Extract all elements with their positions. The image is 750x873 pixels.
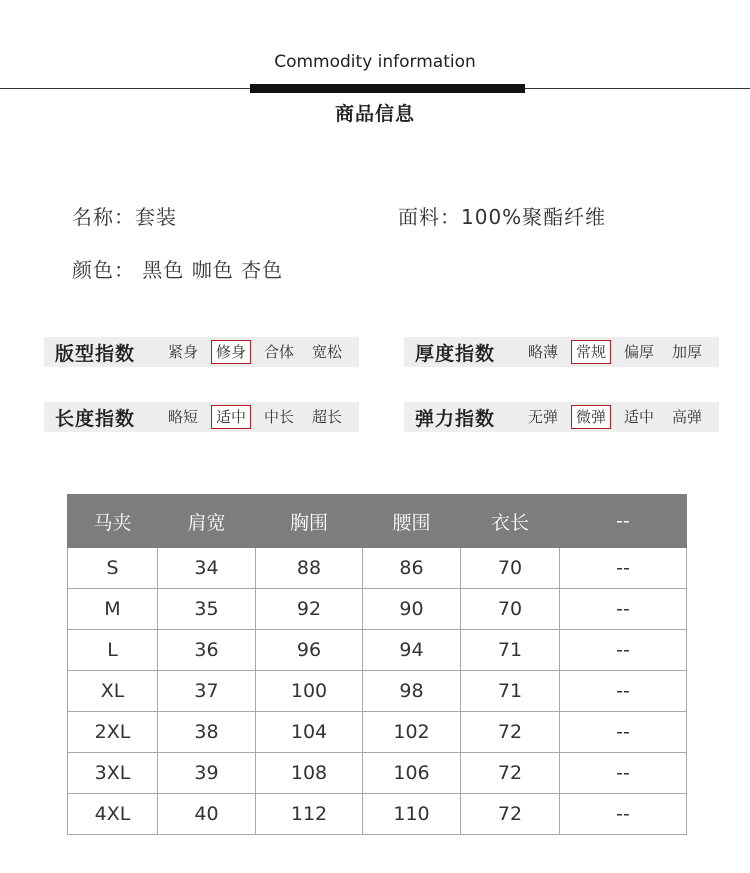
- table-cell: 88: [256, 548, 363, 589]
- table-cell: 94: [363, 630, 461, 671]
- table-cell: 71: [461, 671, 560, 712]
- attr-fit: [44, 337, 359, 367]
- table-cell: 90: [363, 589, 461, 630]
- attr-option: 无弹: [528, 408, 559, 426]
- attr-option: 中长: [264, 408, 295, 426]
- table-cell: 38: [158, 712, 256, 753]
- table-cell: 71: [461, 630, 560, 671]
- attr-length: [44, 402, 359, 432]
- header-cell: 胸围: [256, 495, 363, 548]
- attr-option: 略短: [168, 408, 199, 426]
- product-name: 名称：套装: [72, 205, 177, 229]
- table-cell: 72: [461, 712, 560, 753]
- table-row: [68, 794, 687, 835]
- table-cell: XL: [68, 671, 158, 712]
- table-cell: S: [68, 548, 158, 589]
- attr-title: 版型指数: [55, 342, 136, 365]
- attr-option: 加厚: [672, 343, 703, 361]
- table-cell: 72: [461, 794, 560, 835]
- attr-title: 厚度指数: [415, 342, 496, 365]
- table-cell: 3XL: [68, 753, 158, 794]
- table-cell: 36: [158, 630, 256, 671]
- attr-option-selected: 微弹: [571, 405, 611, 429]
- attr-option: 偏厚: [624, 343, 655, 361]
- table-cell: 92: [256, 589, 363, 630]
- size-table-header: [68, 495, 687, 548]
- table-cell: --: [560, 589, 687, 630]
- table-cell: 35: [158, 589, 256, 630]
- attr-option: 合体: [264, 343, 295, 361]
- table-cell: 37: [158, 671, 256, 712]
- table-cell: 110: [363, 794, 461, 835]
- size-table: [67, 494, 687, 835]
- attr-option: 适中: [624, 408, 655, 426]
- table-cell: --: [560, 794, 687, 835]
- table-cell: 104: [256, 712, 363, 753]
- header-title-cn: 商品信息: [334, 103, 415, 125]
- table-row: [68, 548, 687, 589]
- table-row: [68, 630, 687, 671]
- attr-title: 弹力指数: [415, 407, 496, 430]
- table-row: [68, 753, 687, 794]
- table-cell: --: [560, 548, 687, 589]
- attr-option-selected: 常规: [571, 340, 611, 364]
- attr-option: 高弹: [672, 408, 703, 426]
- table-row: [68, 671, 687, 712]
- table-cell: --: [560, 712, 687, 753]
- table-cell: 100: [256, 671, 363, 712]
- header-cell: --: [560, 495, 687, 548]
- table-row: [68, 589, 687, 630]
- product-colors: 颜色： 黑色 咖色 杏色: [72, 258, 284, 282]
- table-cell: 34: [158, 548, 256, 589]
- table-cell: --: [560, 671, 687, 712]
- table-cell: 39: [158, 753, 256, 794]
- table-row: [68, 712, 687, 753]
- attr-elasticity: [404, 402, 719, 432]
- header-title-en: Commodity information: [274, 52, 476, 72]
- attr-title: 长度指数: [55, 407, 136, 430]
- attr-thickness: [404, 337, 719, 367]
- attr-option: 超长: [312, 408, 343, 426]
- header-cell: 马夹: [68, 495, 158, 548]
- attr-option: 略薄: [528, 343, 559, 361]
- table-cell: 108: [256, 753, 363, 794]
- table-cell: 70: [461, 589, 560, 630]
- table-cell: --: [560, 630, 687, 671]
- header-cell: 腰围: [363, 495, 461, 548]
- attr-option: 宽松: [312, 343, 343, 361]
- table-cell: L: [68, 630, 158, 671]
- table-cell: 70: [461, 548, 560, 589]
- header-cell: 肩宽: [158, 495, 256, 548]
- attr-option-selected: 适中: [211, 405, 251, 429]
- table-cell: M: [68, 589, 158, 630]
- table-cell: 106: [363, 753, 461, 794]
- table-cell: 4XL: [68, 794, 158, 835]
- header-cell: 衣长: [461, 495, 560, 548]
- table-cell: 102: [363, 712, 461, 753]
- table-cell: 98: [363, 671, 461, 712]
- table-cell: 2XL: [68, 712, 158, 753]
- attr-option-selected: 修身: [211, 340, 251, 364]
- attr-option: 紧身: [168, 343, 199, 361]
- table-cell: 112: [256, 794, 363, 835]
- product-fabric: 面料：100%聚酯纤维: [398, 205, 607, 229]
- table-cell: 72: [461, 753, 560, 794]
- table-cell: 96: [256, 630, 363, 671]
- table-cell: 40: [158, 794, 256, 835]
- table-cell: --: [560, 753, 687, 794]
- header-accent-bar: [250, 84, 525, 93]
- table-cell: 86: [363, 548, 461, 589]
